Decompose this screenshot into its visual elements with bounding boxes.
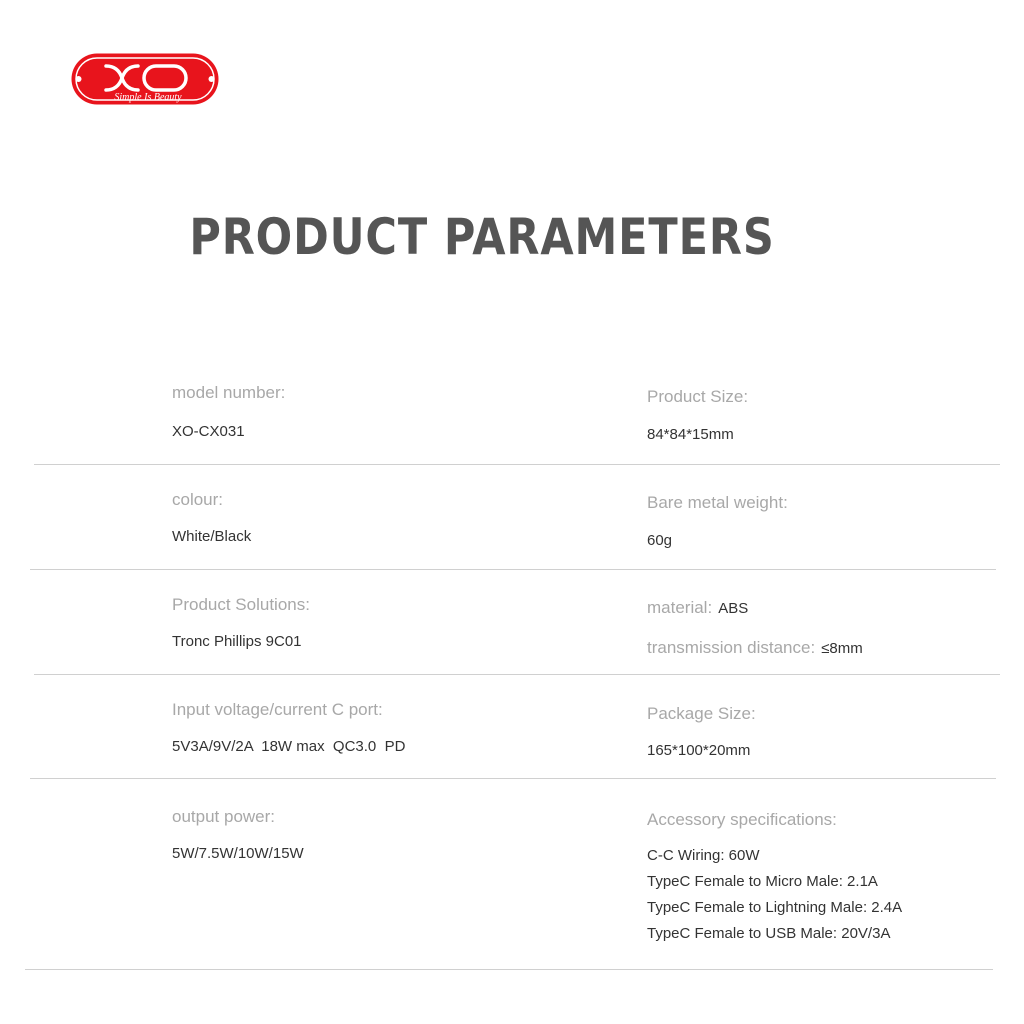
brand-logo bbox=[70, 52, 220, 106]
xo-logo-icon bbox=[70, 52, 220, 106]
model-number-value: XO-CX031 bbox=[172, 423, 245, 440]
logo-tagline: Simple Is Beauty bbox=[114, 92, 182, 103]
material-label: material: bbox=[647, 598, 713, 617]
accessory-label: Accessory specifications: bbox=[647, 810, 837, 829]
divider bbox=[30, 569, 996, 570]
output-label: output power: bbox=[172, 807, 276, 826]
package-size-label: Package Size: bbox=[647, 704, 756, 723]
solutions-label: Product Solutions: bbox=[172, 595, 310, 614]
material-row bbox=[647, 598, 748, 618]
package-size-value: 165*100*20mm bbox=[647, 742, 751, 759]
accessory-list bbox=[647, 843, 902, 947]
divider bbox=[34, 674, 1000, 675]
input-label: Input voltage/current C port: bbox=[172, 700, 383, 719]
transmission-label: transmission distance: bbox=[647, 638, 816, 657]
input-value: 5V3A/9V/2A 18W max QC3.0 PD bbox=[172, 738, 406, 755]
divider bbox=[34, 464, 1000, 465]
page-title: PRODUCT PARAMETERS bbox=[189, 208, 775, 266]
divider bbox=[30, 778, 996, 779]
accessory-line: TypeC Female to USB Male: 20V/3A bbox=[647, 925, 891, 942]
output-value: 5W/7.5W/10W/15W bbox=[172, 845, 304, 862]
colour-label: colour: bbox=[172, 490, 224, 509]
product-size-label: Product Size: bbox=[647, 387, 749, 406]
weight-label: Bare metal weight: bbox=[647, 493, 788, 512]
colour-value: White/Black bbox=[172, 528, 252, 545]
product-size-value: 84*84*15mm bbox=[647, 426, 734, 443]
accessory-line: TypeC Female to Micro Male: 2.1A bbox=[647, 873, 878, 890]
accessory-line: C-C Wiring: 60W bbox=[647, 847, 760, 864]
solutions-value: Tronc Phillips 9C01 bbox=[172, 633, 302, 650]
material-value: ABS bbox=[718, 600, 749, 617]
transmission-row bbox=[647, 638, 863, 658]
accessory-line: TypeC Female to Lightning Male: 2.4A bbox=[647, 899, 903, 916]
transmission-value: ≤8mm bbox=[821, 640, 863, 657]
weight-value: 60g bbox=[647, 532, 673, 549]
divider bbox=[25, 969, 993, 970]
model-number-label: model number: bbox=[172, 383, 286, 402]
